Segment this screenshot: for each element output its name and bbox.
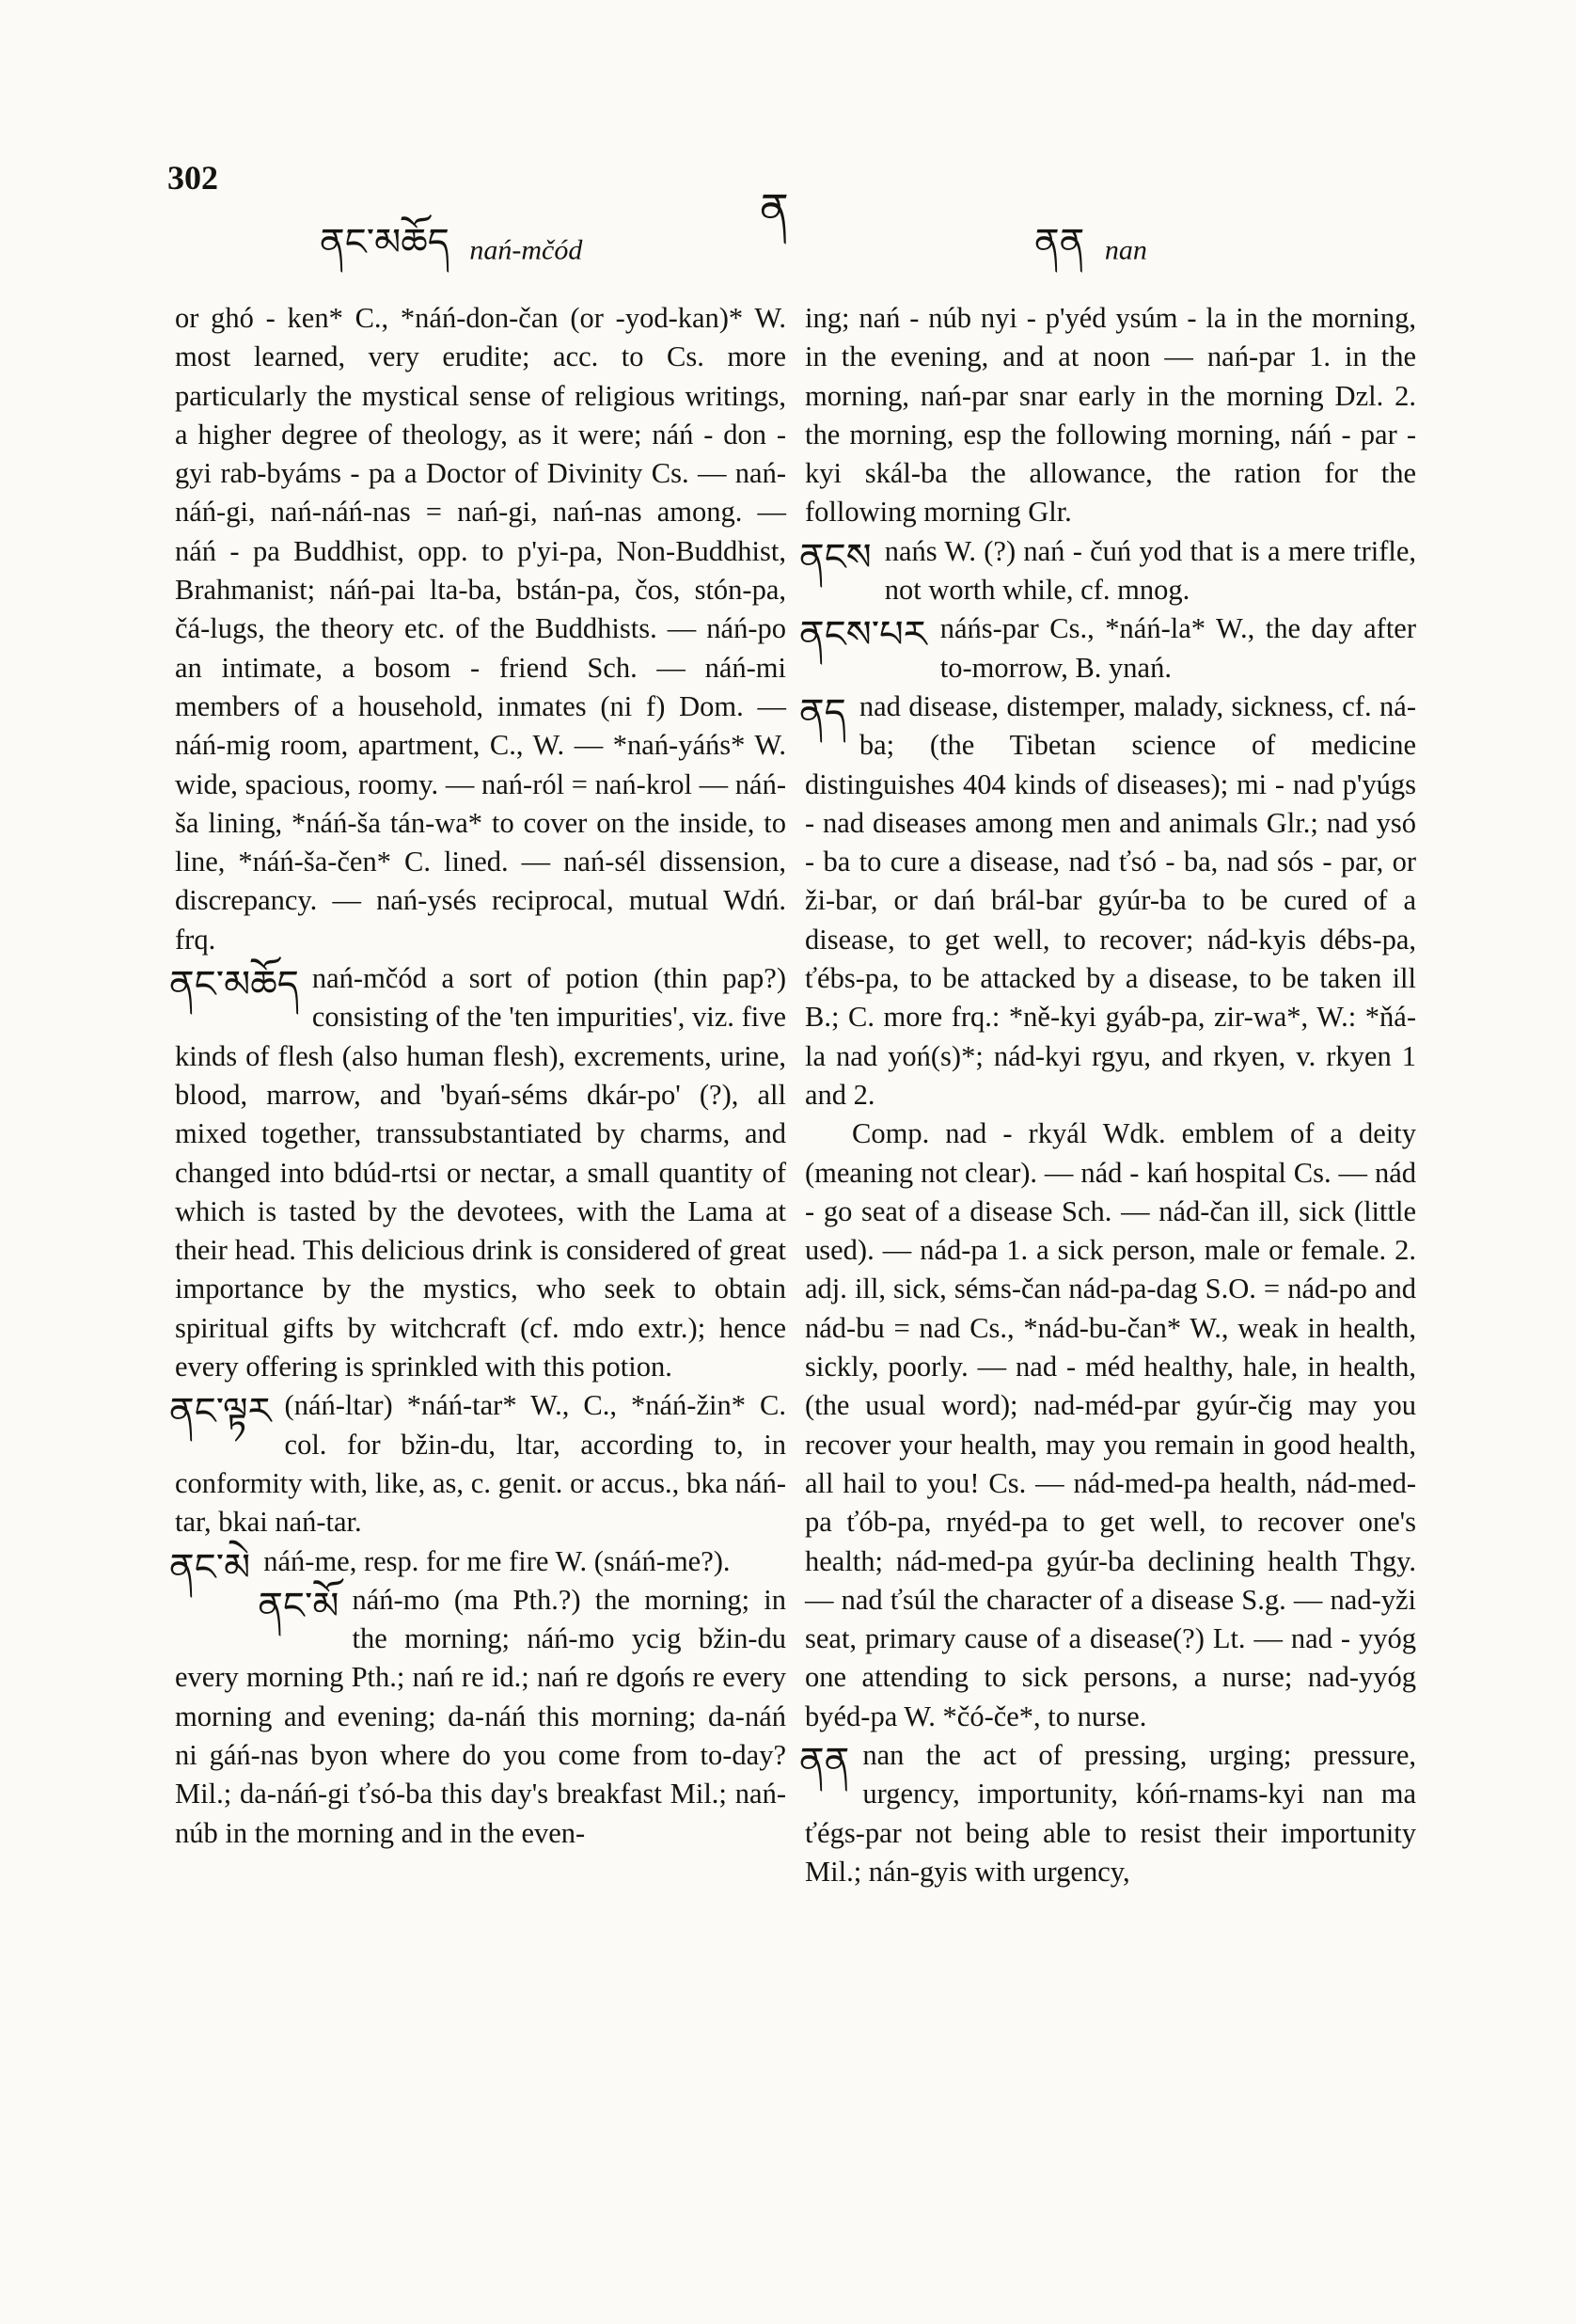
entry-nan-me bbox=[169, 1542, 786, 1589]
entry-nan-mo bbox=[175, 1581, 786, 1853]
entry-text: nań-mčód a sort of potion (thin pap?) consisting of the 'ten impurities', viz. five kinds of flesh (also human flesh), excrements, urine, blood, marrow, and 'byań-séms dkár-po' (?), all mixed together, transsubstantiated by charms, and changed into bdúd-rtsi or nectar, a small quantity of which is tasted by the devotees, with the Lama at their head. This delicious drink is considered of great importance by the mystics, who seek to obtain spiritual gifts by witchcraft (cf. mdo extr.); hence every offering is sprinkled with this potion. bbox=[175, 962, 786, 1383]
entry-nan-mcod bbox=[169, 959, 786, 1386]
entry-text: nańs W. (?) nań - čuń yod that is a mere trifle, not worth while, cf. mnog. bbox=[884, 534, 1416, 607]
entry-nans-par bbox=[799, 609, 1416, 688]
entry-text: nan the act of pressing, urging; pressure, urgency, importunity, kóń-rnams-kyi nan ma ťégs-par not being able to resist their importunity Mil.; nán-gyis with urgency, bbox=[805, 1738, 1416, 1888]
right-head-tibetan: ནན bbox=[1034, 221, 1085, 263]
right-running-head bbox=[1034, 199, 1147, 306]
entry-text: nad disease, distemper, malady, sickness, cf. ná-ba; (the Tibetan science of medicine distinguishes 404 kinds of diseases); mi - nad p'yúgs - nad diseases among men and animals Glr.; nad ysó - ba to cure a disease, nad ťsó - ba, nad sós - par, or ži-bar, or dań brál-bar gyúr-ba to be cured of a disease, to get well, to recover; nád-kyis débs-pa, ťébs-pa, to be attacked by a disease, to be taken ill B.; C. more frq.: *ně-kyi gyáb-pa, zir-wa*, W.: *ňá-la nad yoń(s)*; nád-kyi rgyu, and rkyen, v. rkyen 1 and 2. bbox=[805, 689, 1416, 1111]
left-running-head bbox=[320, 199, 582, 306]
entry-nad bbox=[799, 688, 1416, 1115]
entry-tibetan-headword: ནངས bbox=[799, 535, 872, 578]
left-column bbox=[169, 299, 786, 1853]
entry-tibetan-headword: ནང་མཆོད bbox=[169, 963, 299, 1006]
section-letter: ན bbox=[760, 185, 789, 233]
entry-text: náń-me, resp. for me fire W. (snáń-me?). bbox=[263, 1544, 731, 1577]
entry-tibetan-headword: ནང་ལྟར bbox=[169, 1390, 272, 1433]
entry-text: náńs-par Cs., *náń-la* W., the day after to-morrow, B. ynań. bbox=[939, 612, 1416, 684]
entry-nan bbox=[799, 1736, 1416, 1891]
entry-text: náń-mo (ma Pth.?) the morning; in the morning; náń-mo ycig bžin-du every morning Pth.; nań re id.; nań re dgońs re every morning and evening; da-náń this morning; da-náń ni gáń-nas byon where do you come from to-day? Mil.; da-náń-gi ťsó-ba this day's breakfast Mil.; nań-núb in the morning and in the even- bbox=[175, 1583, 786, 1849]
entry-continuation: or ghó - ken* C., *náń-don-čan (or -yod-kan)* W. most learned, very erudite; acc. to Cs. more particularly the mystical sense of religious writings, a higher degree of theology, as it were; náń - don - gyi rab-byáms - pa a Doctor of Divinity Cs. — nań-náń-gi, nań-náń-nas = nań-gi, nań-nas among. — náń - pa Buddhist, opp. to p'yi-pa, Non-Buddhist, Brahmanist; náń-pai lta-ba, bstán-pa, čos, stón-pa, čá-lugs, the theory etc. of the Buddhists. — náń-po an intimate, a bosom - friend Sch. — náń-mi members of a household, inmates (ni f) Dom. — náń-mig room, apartment, C., W. — *nań-yáńs* W. wide, spacious, roomy. — nań-ról = nań-krol — náń-ša lining, *náń-ša tán-wa* to cover on the inside, to line, *náń-ša-čen* C. lined. — nań-sél dissension, discrepancy. — nań-ysés reciprocal, mutual Wdń. frq. bbox=[175, 302, 786, 956]
right-column bbox=[799, 299, 1416, 1891]
left-head-tibetan: ནང་མཆོད bbox=[320, 221, 449, 263]
entry-tibetan-headword: ནད bbox=[799, 690, 846, 734]
entry-nans bbox=[799, 532, 1416, 610]
entry-tibetan-headword: ནང་མོ bbox=[258, 1584, 339, 1627]
entry-tibetan-headword: ནང་མེ bbox=[169, 1545, 251, 1589]
entry-nan-ltar bbox=[169, 1386, 786, 1541]
entry-text: (náń-ltar) *náń-tar* W., C., *náń-žin* C. col. for bžin-du, ltar, according to, in conformity with, like, as, c. genit. or accus., bka náń-tar, bkai nań-tar. bbox=[175, 1389, 786, 1539]
entry-tibetan-headword: ནན bbox=[799, 1739, 850, 1782]
entry-continuation: ing; nań - núb nyi - p'yéd ysúm - la in the morning, in the evening, and at noon — nań-par 1. in the morning, nań-par snar early in the morning Dzl. 2. the morning, esp the following morning, náń - par - kyi skál-ba the allowance, the ration for the following morning Glr. bbox=[805, 302, 1416, 529]
page-header bbox=[0, 0, 1576, 282]
compounds-paragraph: Comp. nad - rkyál Wdk. emblem of a deity (meaning not clear). — nád - kań hospital Cs. — nád - go seat of a disease Sch. — nád-čan ill, sick (little used). — nád-pa 1. a sick person, male or female. 2. adj. ill, sick, séms-čan nád-pa-dag S.O. = nád-po and nád-bu = nad Cs., *nád-bu-čan* W., weak in health, sickly, poorly. — nad - méd healthy, hale, in health, (the usual word); nad-méd-par gyúr-čig may you recover your health, may you remain in good health, all hail to you! Cs. — nád-med-pa health, nád-med-pa ťób-pa, rnyéd-pa to get well, to recover one's health; nád-med-pa gyúr-ba declining health Thgy. — nad ťsúl the character of a disease S.g. — nad-yži seat, primary cause of a disease(?) Lt. — nad - yyóg one attending to sick persons, a nurse; nad-yyóg byéd-pa W. *čó-če*, to nurse. bbox=[805, 1117, 1416, 1732]
page-number: 302 bbox=[167, 159, 218, 197]
right-head-word: nan bbox=[1104, 234, 1147, 266]
entry-tibetan-headword: ནངས་པར bbox=[799, 613, 927, 656]
left-head-word: nań-mčód bbox=[469, 234, 583, 266]
